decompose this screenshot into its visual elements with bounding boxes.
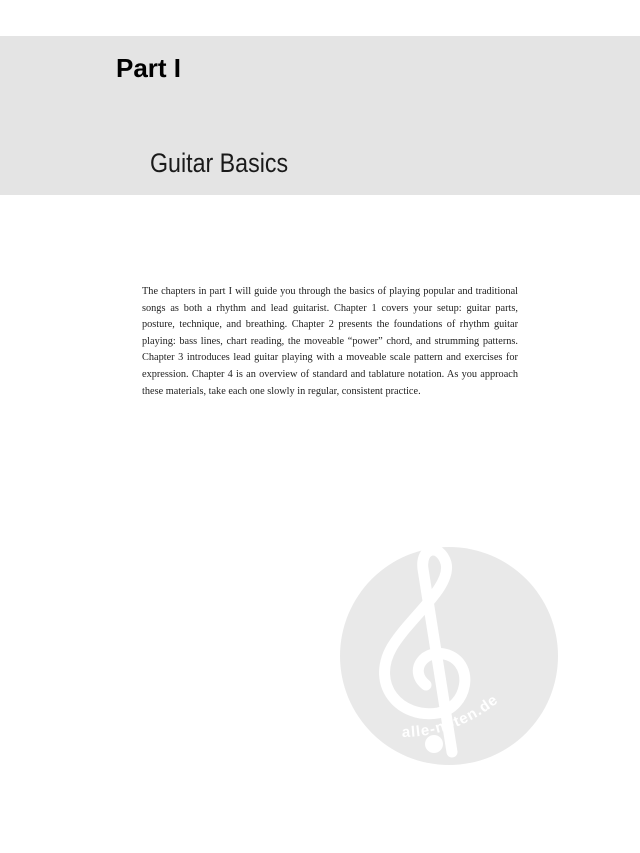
- watermark-logo: [340, 547, 558, 765]
- part-subtitle: Guitar Basics: [150, 148, 289, 178]
- part-header-band: [0, 36, 640, 195]
- intro-paragraph: The chapters in part I will guide you through the basics of playing popular and traditional songs as both a rhythm and lead guitarist. Chapter 1 covers your setup: guitar parts, posture, technique, and breathing. Chapter 2 presents the foundations of rhythm guitar playing: bass lines, chart reading, the moveable “power” chord, and strumming patterns. Chapter 3 introduces lead guitar playing with a moveable scale pattern and exercises for expression. Chapter 4 is an overview of standard and tablature notation. As you approach these materials, take each one slowly in regular, consistent practice.: [142, 286, 518, 397]
- watermark-text: alle-noten.de: [401, 691, 502, 742]
- part-title: Part I: [116, 53, 182, 83]
